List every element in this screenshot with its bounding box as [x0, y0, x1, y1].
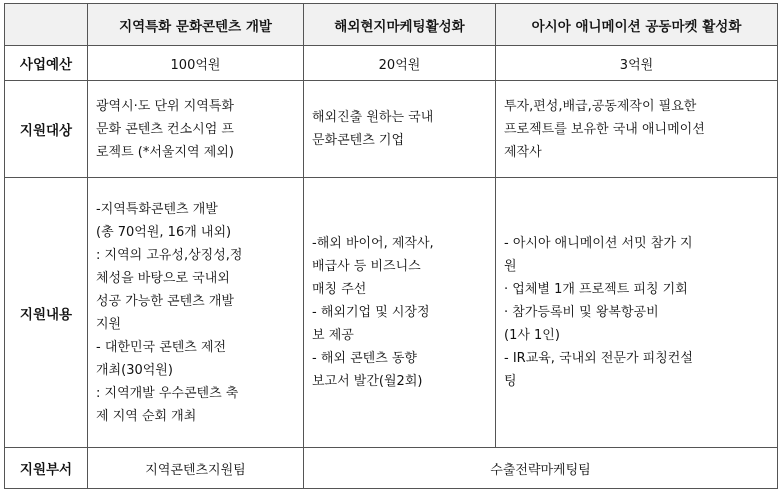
table-row-target [5, 81, 778, 178]
content-regional-cell [88, 178, 304, 448]
header-asia-animation-market: 아시아 애니메이션 공동마켓 활성화 [496, 4, 778, 46]
target-asia: 투자,편성,배급,공동제작이 필요한 프로젝트를 보유한 국내 애니메이션 제작사 [504, 98, 705, 160]
header-overseas-marketing: 해외현지마케팅활성화 [304, 4, 496, 46]
dept-regional: 지역콘텐츠지원팀 [88, 448, 304, 489]
row-label-dept: 지원부서 [5, 448, 88, 489]
support-program-table [4, 3, 778, 489]
content-asia: - 아시아 애니메이션 서밋 참가 지 원 · 업체별 1개 프로젝트 피칭 기회 · 참가등록비 및 왕복항공비 (1사 1인) - IR교육, 국내외 전문가 피칭컨설 팅 [504, 236, 693, 389]
target-regional-cell [88, 81, 304, 178]
dept-export-marketing: 수출전략마케팅팀 [304, 448, 778, 489]
header-regional-content: 지역특화 문화콘텐츠 개발 [88, 4, 304, 46]
row-label-budget: 사업예산 [5, 46, 88, 81]
header-blank-cell [5, 4, 88, 46]
content-overseas: -해외 바이어, 제작사, 배급사 등 비즈니스 매칭 주선 - 해외기업 및 시장정 보 제공 - 해외 콘텐츠 동향 보고서 발간(월2회) [312, 236, 434, 389]
content-regional: -지역특화콘텐츠 개발 (총 70억원, 16개 내외) : 지역의 고유성,상징성,정 체성을 바탕으로 국내외 성공 가능한 콘텐츠 개발 지원 - 대한민국 콘텐츠 제전 개최(30억원) : 지역개발 우수콘텐츠 축 제 지역 순회 개최 [96, 201, 243, 424]
content-asia-cell [496, 178, 778, 448]
target-regional: 광역시·도 단위 지역특화 문화 콘텐츠 컨소시엄 프 로젝트 (*서울지역 제외) [96, 98, 234, 160]
table-row-budget [5, 46, 778, 81]
target-overseas: 해외진출 원하는 국내 문화콘텐츠 기업 [312, 110, 434, 148]
budget-regional: 100억원 [88, 46, 304, 81]
budget-overseas: 20억원 [304, 46, 496, 81]
content-overseas-cell [304, 178, 496, 448]
budget-asia: 3억원 [496, 46, 778, 81]
row-label-content: 지원내용 [5, 178, 88, 448]
table-row-dept [5, 448, 778, 489]
header-row [5, 4, 778, 46]
target-asia-cell [496, 81, 778, 178]
row-label-target: 지원대상 [5, 81, 88, 178]
table-row-content [5, 178, 778, 448]
target-overseas-cell [304, 81, 496, 178]
